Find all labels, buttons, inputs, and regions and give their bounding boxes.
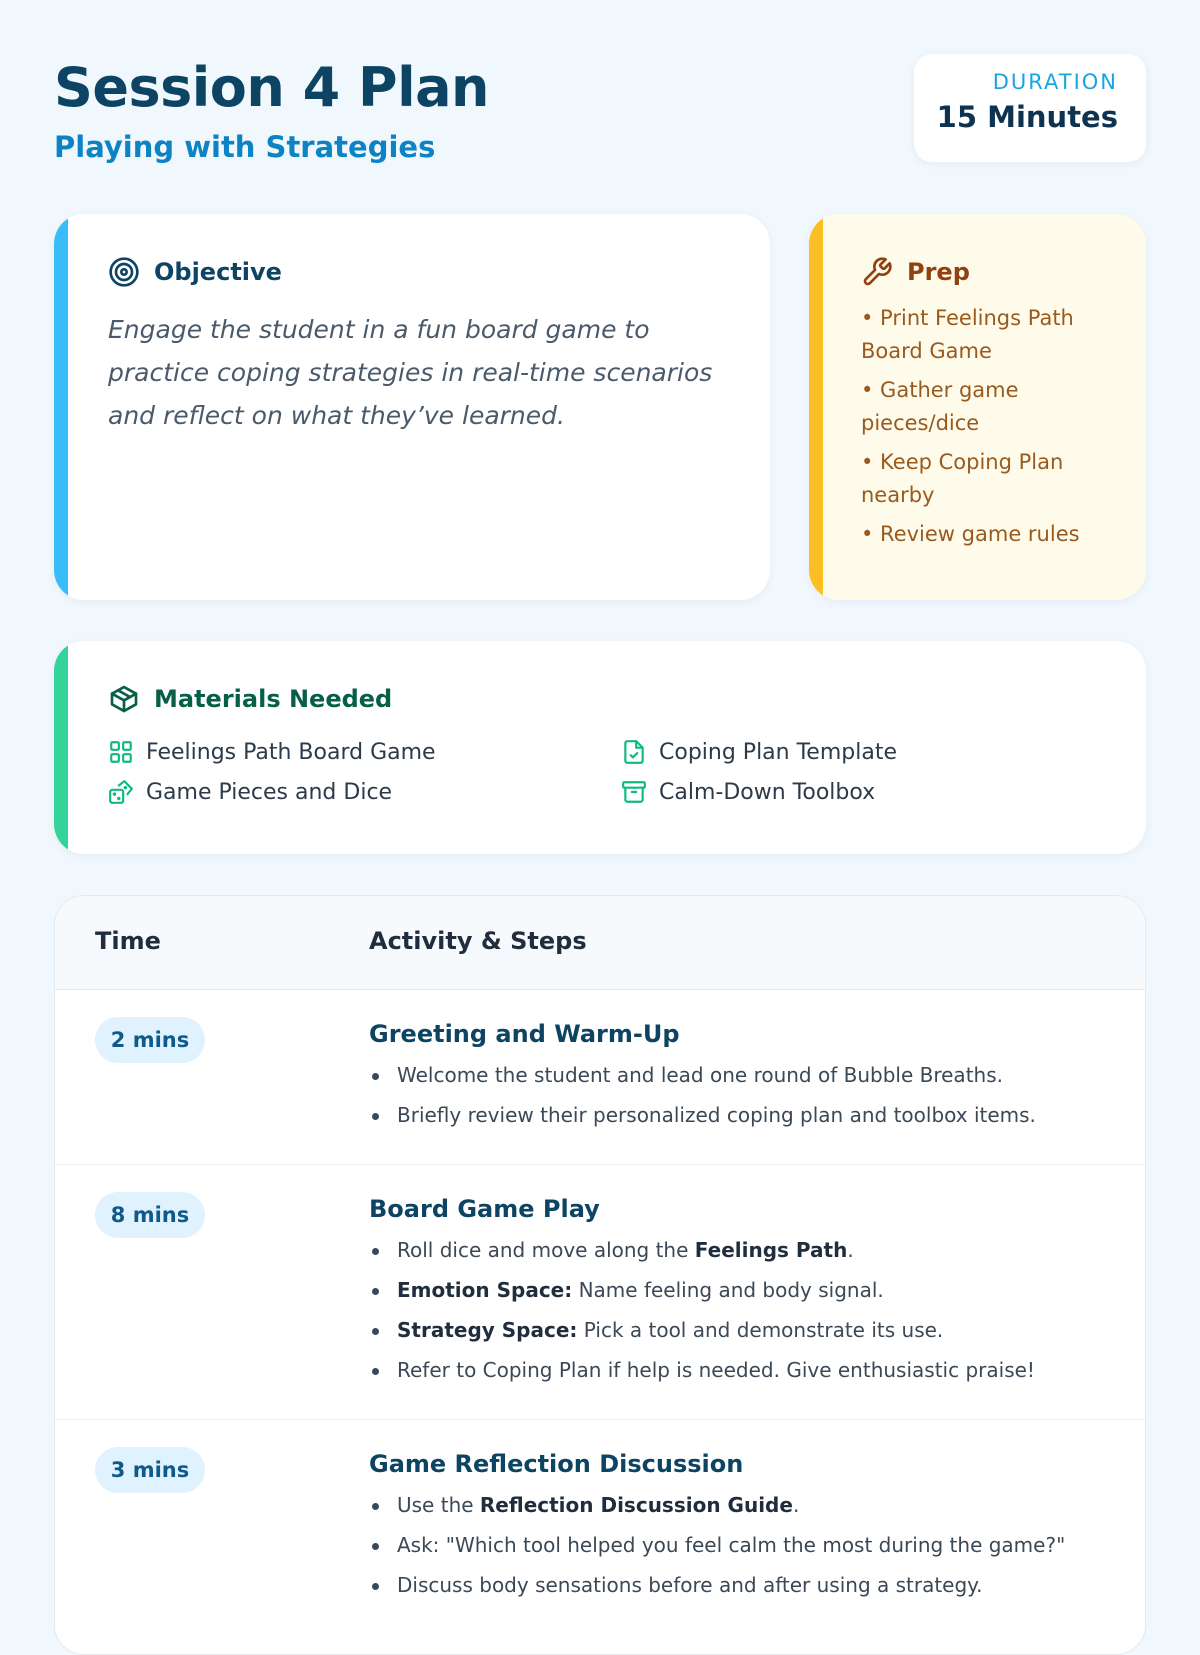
- duration-value: 15 Minutes: [936, 100, 1118, 134]
- header: [54, 0, 1146, 210]
- prep-heading: [861, 256, 970, 288]
- agenda-table: [54, 895, 1146, 1655]
- steps-list: [369, 1062, 1109, 1128]
- table-row: [55, 990, 1145, 1165]
- prep-list: [861, 302, 1111, 557]
- materials-list: [108, 737, 1108, 807]
- activity-title: Greeting and Warm-Up: [369, 1020, 680, 1048]
- material-item: [108, 737, 621, 767]
- objective-heading: [108, 256, 282, 288]
- materials-heading: [108, 683, 392, 715]
- prep-item: • Print Feelings Path Board Game: [861, 306, 1074, 363]
- top-cards-row: [54, 210, 1146, 596]
- step-item: Emotion Space: Name feeling and body signal.: [369, 1277, 1109, 1303]
- material-label: Coping Plan Template: [659, 739, 897, 765]
- material-item: [621, 737, 1071, 767]
- material-label: Calm-Down Toolbox: [659, 779, 876, 805]
- step-item: Roll dice and move along the Feelings Path.: [369, 1237, 1109, 1263]
- objective-text: Engage the student in a fun board game to practice coping strategies in real-time scenarios and reflect on what they’ve learned.: [108, 315, 713, 430]
- time-badge: 3 mins: [95, 1447, 205, 1493]
- page-subtitle: Playing with Strategies: [54, 130, 436, 164]
- step-item: Briefly review their personalized coping plan and toolbox items.: [369, 1102, 1109, 1128]
- time-badge: 8 mins: [95, 1192, 205, 1238]
- dice-icon: [108, 779, 134, 805]
- activity-title: Game Reflection Discussion: [369, 1450, 744, 1478]
- objective-card: [54, 214, 770, 600]
- target-icon: [108, 256, 140, 288]
- step-item: Discuss body sensations before and after using a strategy.: [369, 1572, 1109, 1598]
- file-check-icon: [621, 739, 647, 765]
- prep-card: [809, 214, 1146, 600]
- step-item: Use the Reflection Discussion Guide.: [369, 1492, 1109, 1518]
- time-badge: 2 mins: [95, 1017, 205, 1063]
- material-label: Game Pieces and Dice: [146, 779, 393, 805]
- prep-item: • Gather game pieces/dice: [861, 378, 1019, 435]
- package-icon: [108, 683, 140, 715]
- activity-cell: [369, 1195, 1109, 1397]
- page-title: Session 4 Plan: [54, 56, 489, 119]
- materials-heading-label: Materials Needed: [154, 685, 393, 713]
- activity-cell: [369, 1450, 1109, 1612]
- steps-list: [369, 1492, 1109, 1598]
- material-item: [621, 777, 1071, 807]
- steps-list: [369, 1237, 1109, 1383]
- prep-item: • Review game rules: [861, 522, 1080, 546]
- step-item: Ask: "Which tool helped you feel calm the most during the game?": [369, 1532, 1109, 1558]
- prep-item: • Keep Coping Plan nearby: [861, 450, 1064, 507]
- table-row: [55, 1420, 1145, 1655]
- wrench-icon: [861, 256, 893, 288]
- archive-box-icon: [621, 779, 647, 805]
- prep-heading-label: Prep: [907, 258, 970, 286]
- step-item: Welcome the student and lead one round of Bubble Breaths.: [369, 1062, 1109, 1088]
- activity-title: Board Game Play: [369, 1195, 600, 1223]
- table-row: [55, 1165, 1145, 1420]
- step-item: Refer to Coping Plan if help is needed. Give enthusiastic praise!: [369, 1357, 1109, 1383]
- duration-card: [914, 54, 1146, 162]
- column-header-activity: Activity & Steps: [369, 927, 587, 955]
- table-header: [55, 896, 1145, 990]
- activity-cell: [369, 1020, 1109, 1142]
- grid-icon: [108, 739, 134, 765]
- materials-card: [54, 641, 1146, 854]
- objective-heading-label: Objective: [154, 258, 282, 286]
- column-header-time: Time: [95, 927, 161, 955]
- material-item: [108, 777, 621, 807]
- step-item: Strategy Space: Pick a tool and demonstrate its use.: [369, 1317, 1109, 1343]
- material-label: Feelings Path Board Game: [146, 739, 436, 765]
- duration-label: DURATION: [992, 70, 1118, 94]
